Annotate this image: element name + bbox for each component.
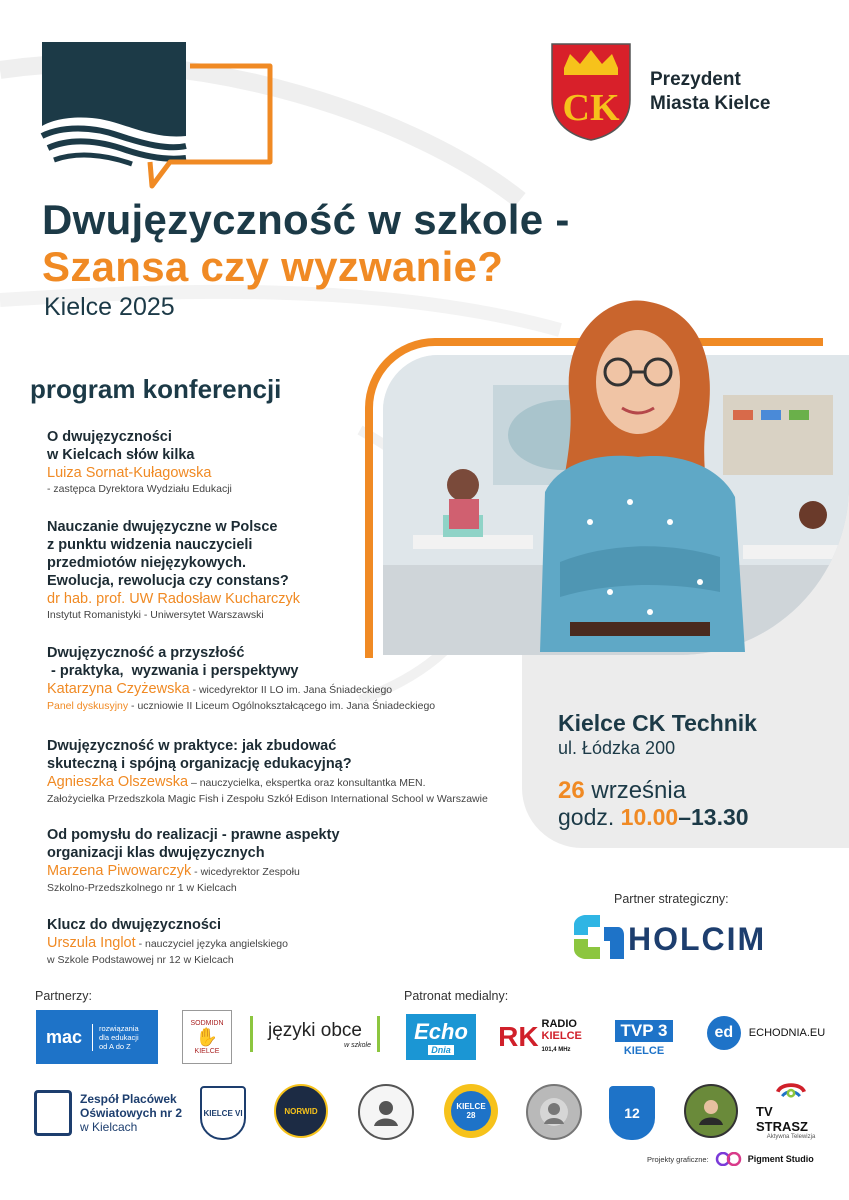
agenda-role: - zastępca Dyrektora Wydziału Edukacji [47,483,232,495]
zpo-line3: w Kielcach [80,1120,138,1134]
school-photo-badge [684,1084,738,1138]
agenda-item-title: Od pomysłu do realizacji - prawne aspekty [47,827,340,843]
event-date-day: 26 [558,777,585,804]
event-time [558,804,749,831]
agenda-item-title: Klucz do dwujęzyczności [47,917,222,933]
school-medal-badge [526,1084,582,1140]
conference-logo [40,40,275,190]
agenda-item-title: O dwujęzyczności [47,429,172,445]
agenda-speaker: dr hab. prof. UW Radosław Kucharczyk [47,591,301,607]
mac-tagline: rozwiązania dla edukacji od A do Z [92,1024,148,1051]
tv-strasz-logo [756,1080,826,1140]
kielce-28-text: KIELCE 28 [451,1091,491,1131]
agenda-item [47,644,435,713]
handshake-icon: ✋ [195,1026,219,1047]
tv-strasz-icon [769,1080,813,1102]
agenda-item-title: z punktu widzenia nauczycieli [47,537,253,553]
echo-dnia-logo [406,1014,476,1060]
agenda-item [47,826,340,895]
zpo-text [80,1092,182,1134]
event-time-start: 10.00 [620,804,679,830]
agenda-speaker-role: - wicedyrektor II LO im. Jana Śniadeckiego [189,684,393,696]
zpo-line2: Oświatowych nr 2 [80,1106,183,1120]
tv-strasz-sub: Aktywna Telewizja [766,1134,816,1140]
agenda-item [47,916,288,967]
agenda-item-title: skuteczną i spójną organizację edukacyjną? [47,756,352,772]
event-address: ul. Łódzka 200 [558,738,676,758]
portrait-icon [371,1097,401,1127]
pigment-studio-icon [715,1152,743,1166]
agenda-item-title: organizacji klas dwujęzycznych [47,845,265,861]
agenda-item-title: Dwujęzyczność w praktyce: jak zbudować [47,738,337,754]
agenda-item [47,428,232,496]
city-authority-line2: Miasta Kielce [650,93,771,114]
jezyki-sub: w szkole [344,1041,371,1049]
agenda-speaker: Katarzyna Czyżewska [47,681,190,697]
agenda-role: Szkolno-Przedszkolnego nr 1 w Kielcach [47,882,237,894]
radio-freq: 101,4 MHz [541,1047,571,1053]
agenda-item [47,737,488,806]
agenda-speaker: Agnieszka Olszewska [47,774,189,790]
agenda-speaker-role: - wicedyrektor Zespołu [191,866,300,878]
credits-studio: Pigment Studio [747,1154,814,1164]
media-patrons-label: Patronat medialny: [404,989,509,1003]
echo-sub: Dnia [428,1045,454,1055]
event-date [558,777,686,805]
school-portrait-badge [358,1084,414,1140]
echo-main: Echo [414,1019,468,1044]
kielce-coat-of-arms [550,42,632,142]
kielce-28-badge [444,1084,498,1138]
agenda-role: Założycielka Przedszkola Magic Fish i Zespołu Szkół Edison International School w Warszawie [47,793,488,805]
zpo2-logo [34,1087,184,1139]
event-time-end: –13.30 [678,804,749,830]
agenda-item-title: - praktyka, wyzwania i perspektywy [47,663,299,679]
ed-mark: ed [707,1016,741,1050]
agenda-panel-line [47,699,435,713]
agenda-role: w Szkole Podstawowej nr 12 w Kielcach [47,954,234,966]
agenda-item [47,518,300,622]
agenda-speaker: Luiza Sornat-Kułagowska [47,465,212,481]
emblem-letters: CK [562,87,620,129]
jezyki-main: języki obce [268,1019,362,1041]
title-line2: Szansa czy wyzwanie? [42,243,504,290]
agenda-role: Instytut Romanistyki - Uniwersytet Warszawski [47,609,264,621]
event-date-month: września [584,777,687,804]
title-line3: Kielce 2025 [44,293,175,321]
jezyki-obce-logo [250,1016,380,1052]
city-authority-line1: Prezydent [650,69,741,90]
school-kielce-vi-badge: KIELCE VI [200,1086,246,1140]
agenda-speaker-role: – nauczycielka, ekspertka oraz konsultantka MEN. [188,777,426,789]
agenda-speaker-line [47,862,340,881]
tvp-city: KIELCE [623,1044,665,1057]
agenda-panel-text: - uczniowie II Liceum Ogólnokształcącego im. Jana Śniadeckiego [128,700,436,712]
agenda-item-title: w Kielcach słów kilka [47,447,195,463]
mac-word: mac [45,1026,83,1047]
student-portrait-icon [695,1095,727,1127]
sodmidn-bottom: KIELCE [194,1047,220,1055]
school-12-badge: 12 [609,1086,655,1140]
teacher-figure [520,292,750,652]
radio-line1: RADIO [541,1018,577,1030]
city-authority [650,68,770,116]
radio-kielce-logo [492,1014,588,1060]
agenda-speaker: Marzena Piwowarczyk [47,863,192,879]
zpo-line1: Zespół Placówek [80,1092,177,1106]
strategic-partner-label: Partner strategiczny: [614,892,729,906]
norwid-badge: NORWID [274,1084,328,1138]
agenda-item-title: przedmiotów niejęzykowych. [47,555,247,571]
title-line1: Dwujęzyczność w szkole - [42,196,570,243]
agenda-item-title: Nauczanie dwujęzyczne w Polsce [47,519,278,535]
tvp-brand: TVP 3 [615,1020,674,1042]
medal-portrait-icon [538,1096,570,1128]
mac-logo [36,1010,158,1064]
agenda-speaker-line [47,773,488,792]
partners-label: Partnerzy: [35,989,92,1003]
event-venue: Kielce CK Technik [558,710,757,736]
radio-mark: RK [498,1021,539,1052]
ed-name: ECHODNIA.EU [748,1027,826,1039]
echodnia-eu-logo [706,1015,826,1051]
agenda-speaker-line [47,934,288,953]
agenda-speaker-role: - nauczyciel języka angielskiego [135,938,288,950]
radio-text [542,1018,582,1056]
design-credits [647,1152,814,1166]
zpo-mark-icon [34,1090,72,1136]
sodmidn-logo [182,1010,232,1064]
agenda-item-title: Dwujęzyczność a przyszłość [47,645,245,661]
radio-line2: KIELCE [541,1030,582,1042]
agenda-speaker-line [47,680,435,699]
agenda-panel-label: Panel dyskusyjny [47,700,129,712]
agenda-speaker: Urszula Inglot [47,935,136,951]
holcim-name: HOLCIM [628,921,767,957]
tvp3-logo [606,1014,682,1062]
event-time-prefix: godz. [558,804,621,830]
agenda-item-title: Ewolucja, rewolucja czy constans? [47,573,289,589]
credits-label: Projekty graficzne: [647,1154,709,1164]
sodmidn-top: SODMIDN [190,1019,224,1027]
program-heading: program konferencji [30,374,282,404]
tv-strasz-name: TV STRASZ [756,1104,808,1134]
